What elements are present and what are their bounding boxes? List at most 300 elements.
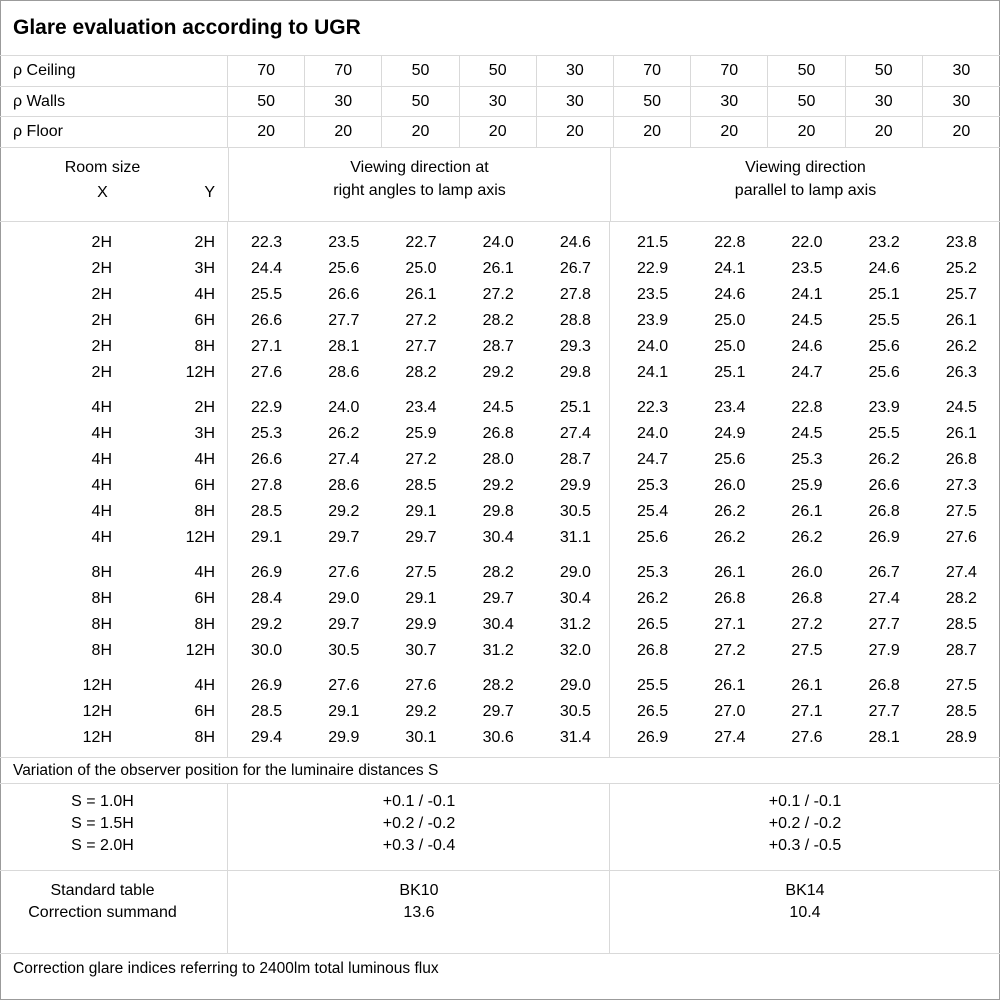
correction-summand-label: Correction summand: [28, 904, 177, 921]
room-size-x: 4H: [91, 451, 112, 468]
ugr-value-cell: 27.7: [868, 703, 900, 720]
x-axis-label: X: [97, 184, 108, 201]
summary-values-parallel: [610, 880, 1000, 953]
reflectance-value-cell: 70: [305, 56, 382, 86]
reflectance-value-cell: 70: [691, 56, 768, 86]
ugr-value-cell: 26.1: [945, 312, 977, 329]
ugr-value-cell: 24.5: [791, 312, 823, 329]
ugr-value-cell: 29.8: [559, 364, 591, 381]
ugr-value-cell: 30.4: [482, 616, 514, 633]
ugr-value-cell: 28.4: [251, 590, 283, 607]
room-size-y: 8H: [194, 729, 215, 746]
variation-value: +0.3 / -0.5: [768, 837, 842, 854]
room-size-y: 3H: [194, 260, 215, 277]
footer-note: Correction glare indices referring to 2400lm total luminous flux: [13, 960, 439, 977]
ugr-value-cell: 26.6: [328, 286, 360, 303]
room-size-y: 6H: [194, 312, 215, 329]
ugr-value-cell: 24.5: [945, 399, 977, 416]
ugr-value-cell: 24.5: [791, 425, 823, 442]
room-size-x: 4H: [91, 503, 112, 520]
table-row: [0, 699, 1000, 725]
vertical-divider: [227, 784, 228, 870]
column-header-row: [0, 148, 1000, 222]
ugr-value-cell: 23.5: [637, 286, 669, 303]
ugr-value-cell: 24.7: [791, 364, 823, 381]
s-distance-labels: [0, 791, 205, 870]
room-size-x: 4H: [91, 529, 112, 546]
ugr-value-cell: 25.1: [714, 364, 746, 381]
reflectance-value-cell: 30: [305, 87, 382, 116]
vertical-divider: [227, 222, 228, 757]
ugr-value-cell: 28.7: [482, 338, 514, 355]
ugr-value-cell: 27.6: [251, 364, 283, 381]
rho-ceiling-label: ρ Ceiling: [0, 56, 228, 86]
header-line: Viewing direction: [745, 158, 866, 176]
viewing-direction-parallel-header: [610, 148, 1000, 221]
room-size-y: 8H: [194, 338, 215, 355]
standard-table-label: Standard table: [50, 882, 155, 899]
room-size-x: 2H: [91, 338, 112, 355]
table-row: [0, 230, 1000, 256]
reflectance-value-cell: 70: [614, 56, 691, 86]
ugr-value-cell: 25.5: [251, 286, 283, 303]
ugr-value-cell: 23.8: [945, 234, 977, 251]
ugr-value-cell: 30.0: [251, 642, 283, 659]
reflectance-value-cell: 50: [382, 56, 459, 86]
ugr-value-cell: 30.5: [559, 703, 591, 720]
ugr-value-cell: 28.8: [559, 312, 591, 329]
reflectance-value-cell: 20: [305, 117, 382, 147]
room-size-x: 8H: [91, 590, 112, 607]
reflectance-value-cell: 30: [952, 62, 971, 79]
table-row: [0, 499, 1000, 525]
ugr-value-cell: 29.7: [405, 529, 437, 546]
room-size-y: 4H: [194, 451, 215, 468]
ugr-value-cell: 26.8: [868, 503, 900, 520]
footer-note-row: [0, 954, 1000, 1000]
ugr-value-cell: 25.0: [714, 312, 746, 329]
ugr-value-cell: 27.6: [791, 729, 823, 746]
ugr-value-cell: 25.0: [405, 260, 437, 277]
ugr-value-cell: 22.3: [637, 399, 669, 416]
rho-walls-label: ρ Walls: [0, 87, 228, 116]
table-row: [0, 334, 1000, 360]
ugr-value-cell: 26.1: [482, 260, 514, 277]
viewing-direction-right-angles-header: [228, 148, 610, 221]
reflectance-value-cell: 20: [768, 117, 845, 147]
ugr-value-cell: 22.7: [405, 234, 437, 251]
ugr-value-cell: 26.2: [714, 529, 746, 546]
room-size-x: 2H: [91, 312, 112, 329]
room-size-block: [0, 230, 1000, 386]
reflectance-value-cell: 30: [537, 87, 614, 116]
correction-summand-value: 10.4: [789, 904, 821, 921]
table-row: [0, 256, 1000, 282]
reflectance-value-cell: 50: [768, 56, 845, 86]
ugr-value-cell: 28.2: [482, 677, 514, 694]
ugr-value-cell: 31.4: [559, 729, 591, 746]
ugr-value-cell: 29.2: [328, 503, 360, 520]
ugr-value-cell: 26.2: [714, 503, 746, 520]
ugr-value-cell: 29.1: [405, 590, 437, 607]
ugr-value-cell: 27.8: [559, 286, 591, 303]
reflectance-value-cell: 20: [382, 117, 459, 147]
room-size-y: 4H: [194, 677, 215, 694]
reflectance-value-cell: 30: [846, 87, 923, 116]
ugr-value-cell: 24.0: [482, 234, 514, 251]
room-size-y: 4H: [194, 564, 215, 581]
ugr-value-cell: 24.0: [637, 338, 669, 355]
ugr-value-cell: 21.5: [637, 234, 669, 251]
vertical-divider: [227, 871, 228, 953]
ugr-value-cell: 27.5: [791, 642, 823, 659]
ugr-value-cell: 28.5: [251, 703, 283, 720]
reflectance-value-cell: 20: [952, 123, 971, 140]
ugr-value-cell: 25.1: [559, 399, 591, 416]
observer-variation-section: [0, 784, 1000, 871]
ugr-value-cell: 22.8: [791, 399, 823, 416]
ugr-value-cell: 27.3: [945, 477, 977, 494]
ugr-value-cell: 26.8: [791, 590, 823, 607]
reflectance-value-cell: 20: [846, 117, 923, 147]
ugr-value-cell: 28.1: [328, 338, 360, 355]
header-line: Viewing direction at: [350, 158, 489, 176]
ugr-value-cell: 27.2: [405, 451, 437, 468]
ugr-value-cell: 27.4: [868, 590, 900, 607]
variation-values-right-angles: [228, 791, 610, 870]
reflectance-value-cell: 50: [382, 87, 459, 116]
ugr-value-cell: 26.9: [251, 564, 283, 581]
ugr-value-cell: 28.5: [405, 477, 437, 494]
ugr-value-cell: 30.4: [559, 590, 591, 607]
s-distance-label: S = 1.5H: [71, 815, 134, 832]
variation-value: +0.2 / -0.2: [382, 815, 456, 832]
ugr-value-cell: 26.8: [482, 425, 514, 442]
ugr-value-cell: 26.8: [714, 590, 746, 607]
ugr-value-cell: 27.5: [405, 564, 437, 581]
room-size-label: Room size: [64, 159, 141, 176]
ugr-value-cell: 28.9: [945, 729, 977, 746]
ugr-value-cell: 27.5: [945, 503, 977, 520]
vertical-divider: [609, 222, 610, 757]
room-size-y: 12H: [185, 529, 215, 546]
ugr-value-cell: 30.6: [482, 729, 514, 746]
ugr-value-cell: 22.9: [251, 399, 283, 416]
ugr-value-cell: 28.2: [405, 364, 437, 381]
reflectance-value-cell: 50: [460, 56, 537, 86]
ugr-value-cell: 26.8: [868, 677, 900, 694]
ugr-value-cell: 25.0: [714, 338, 746, 355]
s-distance-label: S = 2.0H: [71, 837, 134, 854]
header-line: parallel to lamp axis: [734, 181, 877, 199]
table-row: [0, 360, 1000, 386]
ugr-value-cell: 28.7: [559, 451, 591, 468]
reflectance-value-cell: 50: [846, 56, 923, 86]
ugr-value-cell: 26.1: [714, 564, 746, 581]
vertical-divider: [609, 784, 610, 870]
ugr-value-cell: 31.2: [482, 642, 514, 659]
ugr-value-cell: 24.6: [559, 234, 591, 251]
s-distance-label: S = 1.0H: [71, 793, 134, 810]
ugr-value-cell: 29.2: [251, 616, 283, 633]
ugr-value-cell: 27.6: [328, 677, 360, 694]
room-size-x: 8H: [91, 642, 112, 659]
ugr-value-cell: 28.2: [482, 564, 514, 581]
ugr-value-cell: 29.1: [251, 529, 283, 546]
ugr-value-cell: 26.2: [791, 529, 823, 546]
ugr-value-cell: 25.7: [945, 286, 977, 303]
room-size-x: 4H: [91, 477, 112, 494]
ugr-value-cell: 26.6: [251, 312, 283, 329]
ugr-value-cell: 25.6: [714, 451, 746, 468]
room-size-y: 6H: [194, 703, 215, 720]
variation-value: +0.1 / -0.1: [382, 793, 456, 810]
ugr-value-cell: 28.7: [945, 642, 977, 659]
room-size-x: 4H: [91, 399, 112, 416]
ugr-value-cell: 23.5: [791, 260, 823, 277]
ugr-value-cell: 26.2: [868, 451, 900, 468]
summary-section: [0, 871, 1000, 954]
ugr-value-cell: 26.6: [251, 451, 283, 468]
ugr-value-cell: 26.2: [637, 590, 669, 607]
ugr-value-cell: 23.9: [637, 312, 669, 329]
room-size-x: 12H: [82, 729, 112, 746]
ugr-value-cell: 29.7: [482, 703, 514, 720]
ugr-value-cell: 30.7: [405, 642, 437, 659]
ugr-value-cell: 27.6: [945, 529, 977, 546]
ugr-value-cell: 27.9: [868, 642, 900, 659]
reflectance-value-cell: 20: [460, 117, 537, 147]
rho-ceiling-row: [0, 56, 1000, 87]
ugr-value-cell: 25.9: [405, 425, 437, 442]
variation-value: +0.1 / -0.1: [768, 793, 842, 810]
ugr-value-cell: 26.2: [945, 338, 977, 355]
ugr-value-cell: 26.1: [945, 425, 977, 442]
room-size-block: [0, 395, 1000, 551]
ugr-value-cell: 26.1: [791, 503, 823, 520]
ugr-value-cell: 27.0: [714, 703, 746, 720]
variation-note-row: [0, 758, 1000, 784]
ugr-value-cell: 23.4: [405, 399, 437, 416]
ugr-value-cell: 28.6: [328, 364, 360, 381]
ugr-value-cell: 27.1: [251, 338, 283, 355]
ugr-value-cell: 26.1: [791, 677, 823, 694]
ugr-value-cell: 22.0: [791, 234, 823, 251]
ugr-value-cell: 29.1: [405, 503, 437, 520]
ugr-value-cell: 29.9: [328, 729, 360, 746]
ugr-value-cell: 26.8: [637, 642, 669, 659]
reflectance-value-cell: 20: [537, 117, 614, 147]
variation-note: Variation of the observer position for the luminaire distances S: [13, 761, 439, 779]
ugr-value-cell: 25.5: [868, 425, 900, 442]
ugr-value-cell: 25.3: [791, 451, 823, 468]
ugr-value-cell: 23.5: [328, 234, 360, 251]
title-row: [0, 0, 1000, 56]
ugr-value-cell: 26.1: [714, 677, 746, 694]
ugr-value-cell: 30.1: [405, 729, 437, 746]
ugr-value-cell: 25.2: [945, 260, 977, 277]
ugr-value-cell: 23.9: [868, 399, 900, 416]
ugr-value-cell: 26.0: [714, 477, 746, 494]
ugr-value-cell: 26.8: [945, 451, 977, 468]
room-size-x: 2H: [91, 234, 112, 251]
room-size-y: 12H: [185, 364, 215, 381]
ugr-value-cell: 24.0: [328, 399, 360, 416]
ugr-value-cell: 25.4: [637, 503, 669, 520]
rho-floor-label: ρ Floor: [0, 117, 228, 147]
ugr-value-cell: 27.1: [714, 616, 746, 633]
ugr-value-cell: 26.1: [405, 286, 437, 303]
ugr-value-cell: 22.9: [637, 260, 669, 277]
room-size-block: [0, 560, 1000, 664]
ugr-value-cell: 27.4: [945, 564, 977, 581]
ugr-value-cell: 27.5: [945, 677, 977, 694]
ugr-value-cell: 29.8: [482, 503, 514, 520]
ugr-value-cell: 26.7: [559, 260, 591, 277]
table-row: [0, 560, 1000, 586]
ugr-value-cell: 24.6: [868, 260, 900, 277]
reflectance-value-cell: 50: [228, 87, 305, 116]
room-size-y: 8H: [194, 503, 215, 520]
ugr-value-cell: 25.6: [328, 260, 360, 277]
room-size-x: 8H: [91, 564, 112, 581]
room-size-x: 2H: [91, 260, 112, 277]
room-size-header: [0, 148, 228, 221]
ugr-value-cell: 29.1: [328, 703, 360, 720]
variation-values-parallel: [610, 791, 1000, 870]
ugr-value-cell: 24.1: [791, 286, 823, 303]
ugr-value-cell: 28.0: [482, 451, 514, 468]
room-size-y: 2H: [194, 399, 215, 416]
standard-table-value: BK10: [399, 882, 439, 899]
ugr-value-cell: 29.2: [482, 477, 514, 494]
ugr-value-cell: 27.7: [328, 312, 360, 329]
ugr-value-cell: 27.7: [405, 338, 437, 355]
standard-table-value: BK14: [785, 882, 825, 899]
ugr-value-cell: 29.7: [482, 590, 514, 607]
table-row: [0, 395, 1000, 421]
reflectance-value-cell: 70: [228, 56, 305, 86]
ugr-value-cell: 27.4: [559, 425, 591, 442]
rho-floor-row: [0, 117, 1000, 148]
ugr-value-cell: 29.4: [251, 729, 283, 746]
ugr-value-cell: 31.2: [559, 616, 591, 633]
ugr-value-cell: 27.2: [482, 286, 514, 303]
table-row: [0, 473, 1000, 499]
table-row: [0, 612, 1000, 638]
ugr-value-cell: 28.5: [945, 703, 977, 720]
y-axis-label: Y: [204, 184, 215, 201]
summary-values-right-angles: [228, 880, 610, 953]
ugr-value-cell: 25.3: [637, 564, 669, 581]
ugr-value-cell: 27.8: [251, 477, 283, 494]
correction-summand-value: 13.6: [403, 904, 435, 921]
room-size-x: 8H: [91, 616, 112, 633]
room-size-x: 2H: [91, 364, 112, 381]
ugr-value-cell: 24.6: [714, 286, 746, 303]
ugr-value-cell: 25.9: [791, 477, 823, 494]
ugr-value-cell: 23.2: [868, 234, 900, 251]
ugr-value-cell: 22.8: [714, 234, 746, 251]
ugr-value-cell: 25.6: [868, 338, 900, 355]
ugr-value-cell: 27.2: [791, 616, 823, 633]
room-size-y: 3H: [194, 425, 215, 442]
ugr-value-cell: 28.2: [945, 590, 977, 607]
ugr-value-cell: 28.6: [328, 477, 360, 494]
ugr-value-cell: 25.3: [251, 425, 283, 442]
reflectance-value-cell: 20: [228, 117, 305, 147]
room-size-x: 12H: [82, 703, 112, 720]
ugr-table-body: [0, 222, 1000, 758]
summary-labels: [0, 880, 205, 953]
ugr-value-cell: 26.3: [945, 364, 977, 381]
reflectance-value-cell: 30: [460, 87, 537, 116]
ugr-value-cell: 28.2: [482, 312, 514, 329]
reflectance-value-cell: 30: [537, 56, 614, 86]
header-line: right angles to lamp axis: [333, 181, 506, 199]
ugr-value-cell: 32.0: [559, 642, 591, 659]
reflectance-value-cell: 20: [614, 117, 691, 147]
table-row: [0, 725, 1000, 751]
room-size-x: 2H: [91, 286, 112, 303]
ugr-value-cell: 30.4: [482, 529, 514, 546]
ugr-value-cell: 24.1: [714, 260, 746, 277]
ugr-value-cell: 29.7: [328, 529, 360, 546]
reflectance-value-cell: 50: [768, 87, 845, 116]
room-size-y: 2H: [194, 234, 215, 251]
ugr-value-cell: 29.0: [328, 590, 360, 607]
ugr-value-cell: 26.5: [637, 616, 669, 633]
ugr-value-cell: 29.3: [559, 338, 591, 355]
ugr-value-cell: 30.5: [328, 642, 360, 659]
ugr-value-cell: 26.2: [328, 425, 360, 442]
ugr-value-cell: 25.5: [637, 677, 669, 694]
ugr-value-cell: 29.2: [405, 703, 437, 720]
ugr-value-cell: 28.5: [251, 503, 283, 520]
ugr-value-cell: 27.2: [405, 312, 437, 329]
ugr-value-cell: 29.7: [328, 616, 360, 633]
ugr-value-cell: 26.9: [637, 729, 669, 746]
ugr-value-cell: 27.1: [791, 703, 823, 720]
ugr-value-cell: 24.9: [714, 425, 746, 442]
ugr-value-cell: 24.7: [637, 451, 669, 468]
page-title: Glare evaluation according to UGR: [13, 15, 361, 39]
reflectance-value-cell: 50: [614, 87, 691, 116]
ugr-value-cell: 23.4: [714, 399, 746, 416]
ugr-value-cell: 26.9: [251, 677, 283, 694]
ugr-value-cell: 31.1: [559, 529, 591, 546]
ugr-value-cell: 28.5: [945, 616, 977, 633]
ugr-value-cell: 27.6: [405, 677, 437, 694]
ugr-value-cell: 30.5: [559, 503, 591, 520]
ugr-value-cell: 24.4: [251, 260, 283, 277]
ugr-value-cell: 29.9: [405, 616, 437, 633]
ugr-value-cell: 29.9: [559, 477, 591, 494]
ugr-value-cell: 27.7: [868, 616, 900, 633]
ugr-value-cell: 25.6: [637, 529, 669, 546]
ugr-value-cell: 27.4: [714, 729, 746, 746]
room-size-block: [0, 673, 1000, 751]
reflectance-value-cell: 30: [952, 92, 971, 110]
variation-value: +0.2 / -0.2: [768, 815, 842, 832]
ugr-value-cell: 24.5: [482, 399, 514, 416]
ugr-value-cell: 24.0: [637, 425, 669, 442]
ugr-value-cell: 26.6: [868, 477, 900, 494]
ugr-value-cell: 25.6: [868, 364, 900, 381]
room-size-x: 12H: [82, 677, 112, 694]
ugr-value-cell: 25.5: [868, 312, 900, 329]
table-row: [0, 525, 1000, 551]
